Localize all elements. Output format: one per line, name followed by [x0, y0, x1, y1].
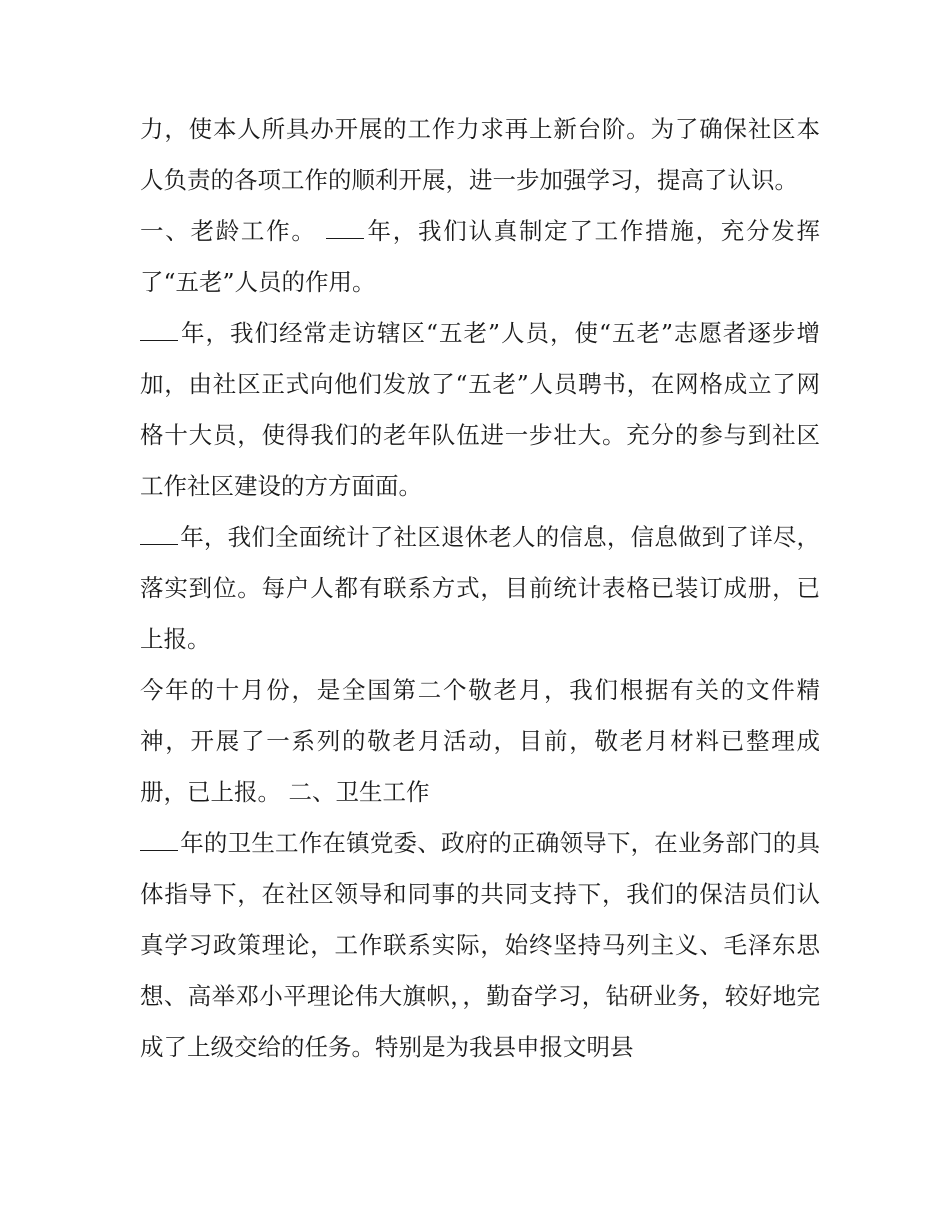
body-text	[140, 104, 820, 1073]
blank-underline	[140, 543, 178, 545]
paragraph-4	[140, 512, 820, 665]
blank-underline	[140, 849, 178, 851]
paragraph-5: 今年的十月份，是全国第二个敬老月，我们根据有关的文件精神，开展了一系列的敬老月活动，目前，敬老月材料已整理成册，已上报。 二、卫生工作	[140, 676, 820, 806]
paragraph-3	[140, 308, 820, 512]
paragraph-4-text: 年，我们全面统计了社区退休老人的信息，信息做到了详尽，落实到位。每户人都有联系方式，目前统计表格已装订成册，已上报。	[140, 523, 820, 653]
blank-underline	[326, 237, 364, 239]
paragraph-6-text: 年的卫生工作在镇党委、政府的正确领导下，在业务部门的具体指导下，在社区领导和同事的共同支持下，我们的保洁员们认真学习政策理论，工作联系实际，始终坚持马列主义、毛泽东思想、高举邓小平理论伟大旗帜，，勤奋学习，钻研业务，较好地完成了上级交给的任务。特别是为我县申报文明县	[140, 829, 820, 1061]
blank-underline	[140, 339, 178, 341]
paragraph-3-text: 年，我们经常走访辖区“五老”人员，使“五老”志愿者逐步增加，由社区正式向他们发放了“五老”人员聘书，在网格成立了网格十大员，使得我们的老年队伍进一步壮大。充分的参与到社区工作社区建设的方方面面。	[140, 319, 820, 500]
paragraph-2-text: 年，我们认真制定了工作措施，充分发挥了“五老”人员的作用。	[140, 217, 820, 296]
paragraph-2: 一、老龄工作。 年，我们认真制定了工作措施，充分发挥了“五老”人员的作用。	[140, 217, 820, 296]
paragraph-1: 力，使本人所具办开展的工作力求再上新台阶。为了确保社区本人负责的各项工作的顺利开展，进一步加强学习，提高了认识。	[140, 115, 820, 194]
paragraph-6	[140, 818, 820, 1073]
